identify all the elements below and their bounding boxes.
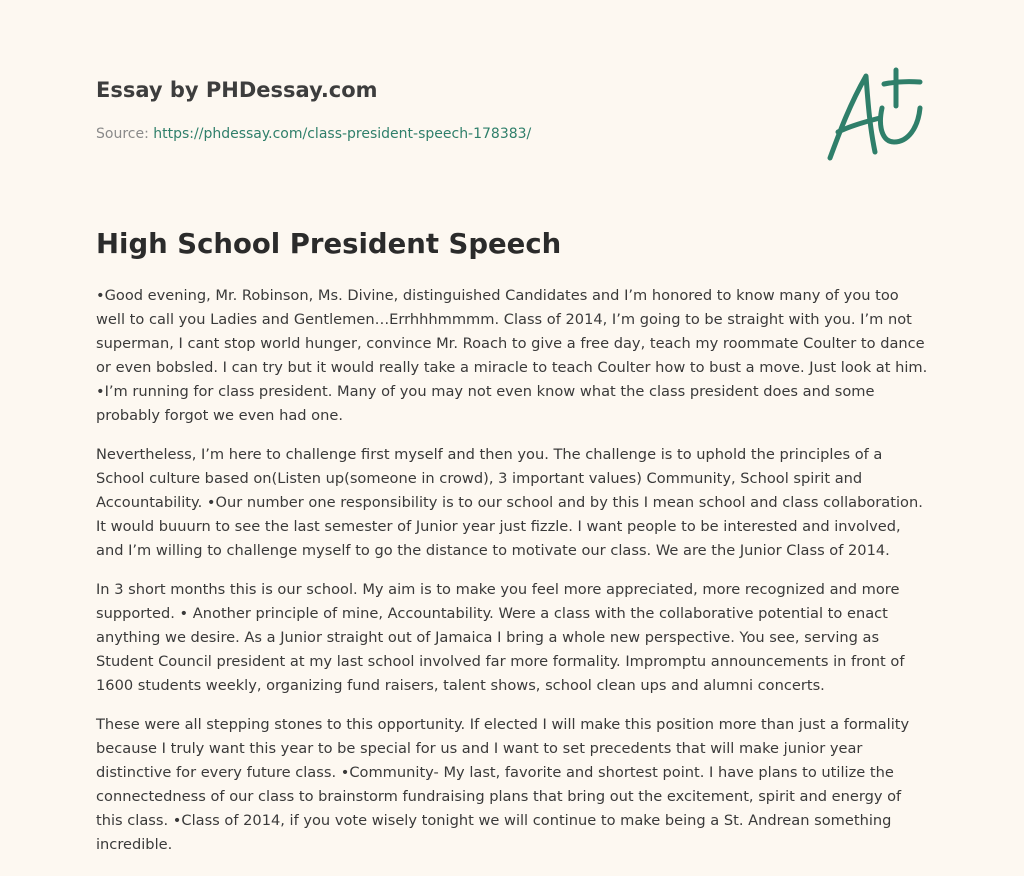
source-line: [96, 125, 796, 143]
essay-title: High School President Speech: [96, 228, 562, 260]
source-label: Source:: [96, 126, 154, 142]
source-link[interactable]: https://phdessay.com/class-president-speech-178383/: [153, 126, 532, 142]
essay-header: [96, 76, 796, 143]
site-title: Essay by PHDessay.com: [96, 78, 378, 102]
essay-body: [96, 284, 932, 872]
essay-paragraph-3: In 3 short months this is our school. My aim is to make you feel more appreciated, more recognized and more supported. • Another principle of mine, Accountability. Were a class with the collaborative potential to enact anything we desire. As a Junior straight out of Jamaica I bring a whole new perspective. You see, serving as Student Council president at my last school involved far more formality. Impromptu announcements in front of 1600 students weekly, organizing fund raisers, talent shows, school clean ups and alumni concerts.: [96, 581, 905, 694]
essay-paragraph-1: •Good evening, Mr. Robinson, Ms. Divine, distinguished Candidates and I’m honored to know many of you too well to call you Ladies and Gentlemen…Errhhhmmmm. Class of 2014, I’m going to be straight with you. I’m not superman, I cant stop world hunger, convince Mr. Roach to give a free day, teach my roommate Coulter to dance or even bobsled. I can try but it would really take a miracle to teach Coulter how to bust a move. Just look at him. •I’m running for class president. Many of you may not even know what the class president does and some probably forgot we even had one.: [96, 287, 928, 424]
a-plus-grade-icon: [822, 66, 930, 166]
essay-paragraph-4: These were all stepping stones to this opportunity. If elected I will make this position more than just a formality because I truly want this year to be special for us and I want to set precedents that will make junior year distinctive for every future class. •Community- My last, favorite and shortest point. I have plans to utilize the connectedness of our class to brainstorm fundraising plans that bring out the excitement, spirit and energy of this class. •Class of 2014, if you vote wisely tonight we will continue to make being a St. Andrean something incredible.: [96, 716, 910, 853]
essay-paragraph-2: Nevertheless, I’m here to challenge first myself and then you. The challenge is to uphold the principles of a School culture based on(Listen up(someone in crowd), 3 important values) Community, School spirit and Accountability. •Our number one responsibility is to our school and by this I mean school and class collaboration. It would buuurn to see the last semester of Junior year just fizzle. I want people to be interested and involved, and I’m willing to challenge myself to go the distance to motivate our class. We are the Junior Class of 2014.: [96, 446, 923, 559]
